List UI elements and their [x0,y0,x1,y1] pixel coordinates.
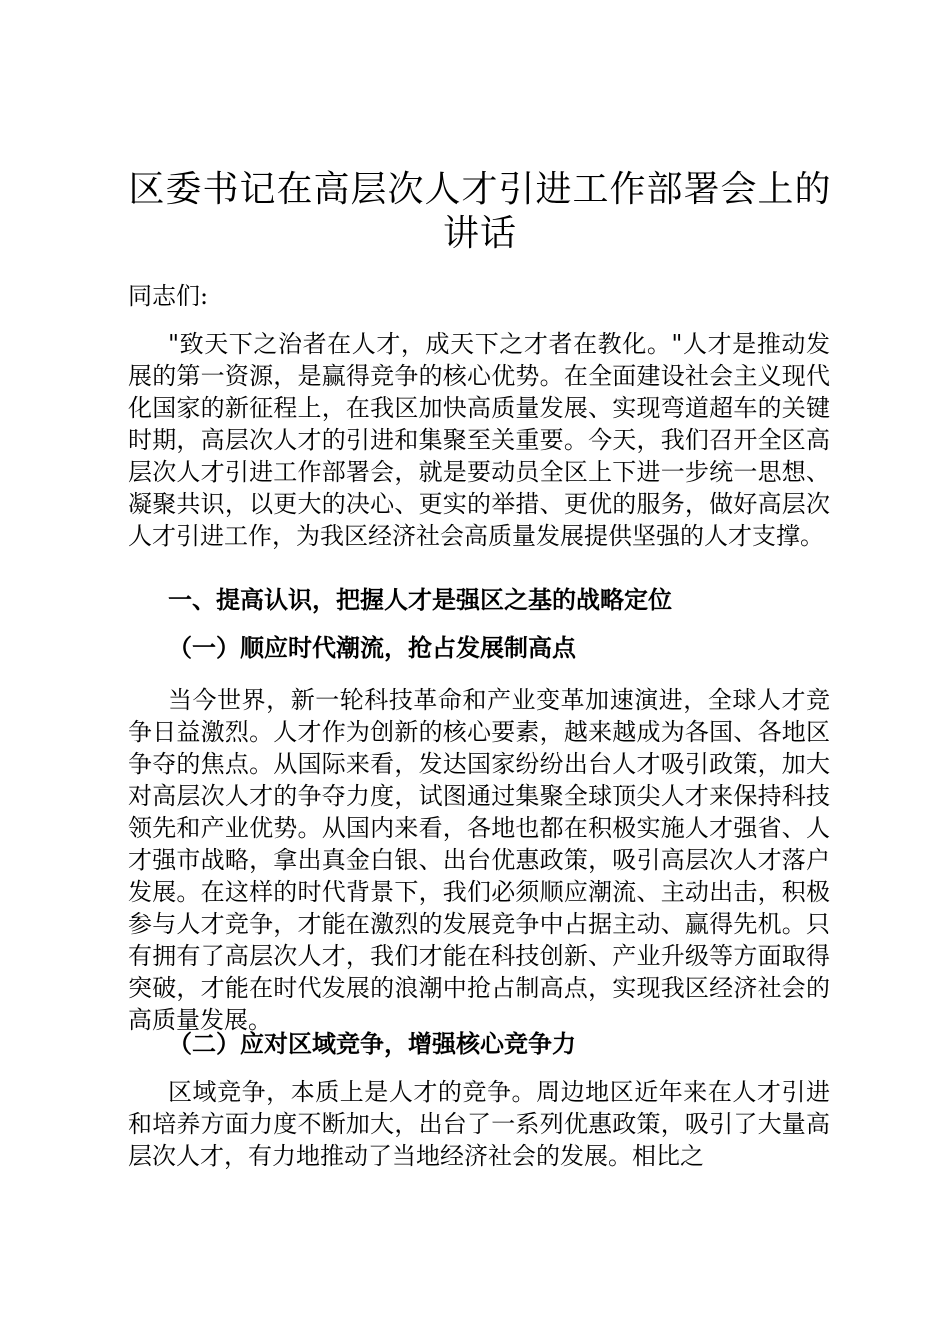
subsection-heading-2: （二）应对区域竞争，增强核心竞争力 [168,1029,576,1058]
document-title: 区委书记在高层次人才引进工作部署会上的讲话 [128,169,832,254]
section-heading-1: 一、提高认识，把握人才是强区之基的战略定位 [168,585,672,614]
paragraph-regional: 区域竞争，本质上是人才的竞争。周边地区近年来在人才引进和培养方面力度不断加大，出台了一系列优惠政策，吸引了大量高层次人才，有力地推动了当地经济社会的发展。相比之 [128,1078,830,1170]
greeting: 同志们: [128,282,209,310]
paragraph-trend: 当今世界，新一轮科技革命和产业变革加速演进，全球人才竞争日益激烈。人才作为创新的核心要素，越来越成为各国、各地区争夺的焦点。从国际来看，发达国家纷纷出台人才吸引政策，加大对高层次人才的争夺力度，试图通过集聚全球顶尖人才来保持科技领先和产业优势。从国内来看，各地也都在积极实施人才强省、人才强市战略，拿出真金白银、出台优惠政策，吸引高层次人才落户发展。在这样的时代背景下，我们必须顺应潮流、主动出击，积极参与人才竞争，才能在激烈的发展竞争中占据主动、赢得先机。只有拥有了高层次人才，我们才能在科技创新、产业升级等方面取得突破，才能在时代发展的浪潮中抢占制高点，实现我区经济社会的高质量发展。 [128,686,830,1034]
subsection-heading-1: （一）顺应时代潮流，抢占发展制高点 [168,633,576,662]
paragraph-intro: "致天下之治者在人才，成天下之才者在教化。"人才是推动发展的第一资源，是赢得竞争的核心优势。在全面建设社会主义现代化国家的新征程上，在我区加快高质量发展、实现弯道超车的关键时期，高层次人才的引进和集聚至关重要。今天，我们召开全区高层次人才引进工作部署会，就是要动员全区上下进一步统一思想、凝聚共识，以更大的决心、更实的举措、更优的服务，做好高层次人才引进工作，为我区经济社会高质量发展提供坚强的人才支撑。 [128,330,830,550]
